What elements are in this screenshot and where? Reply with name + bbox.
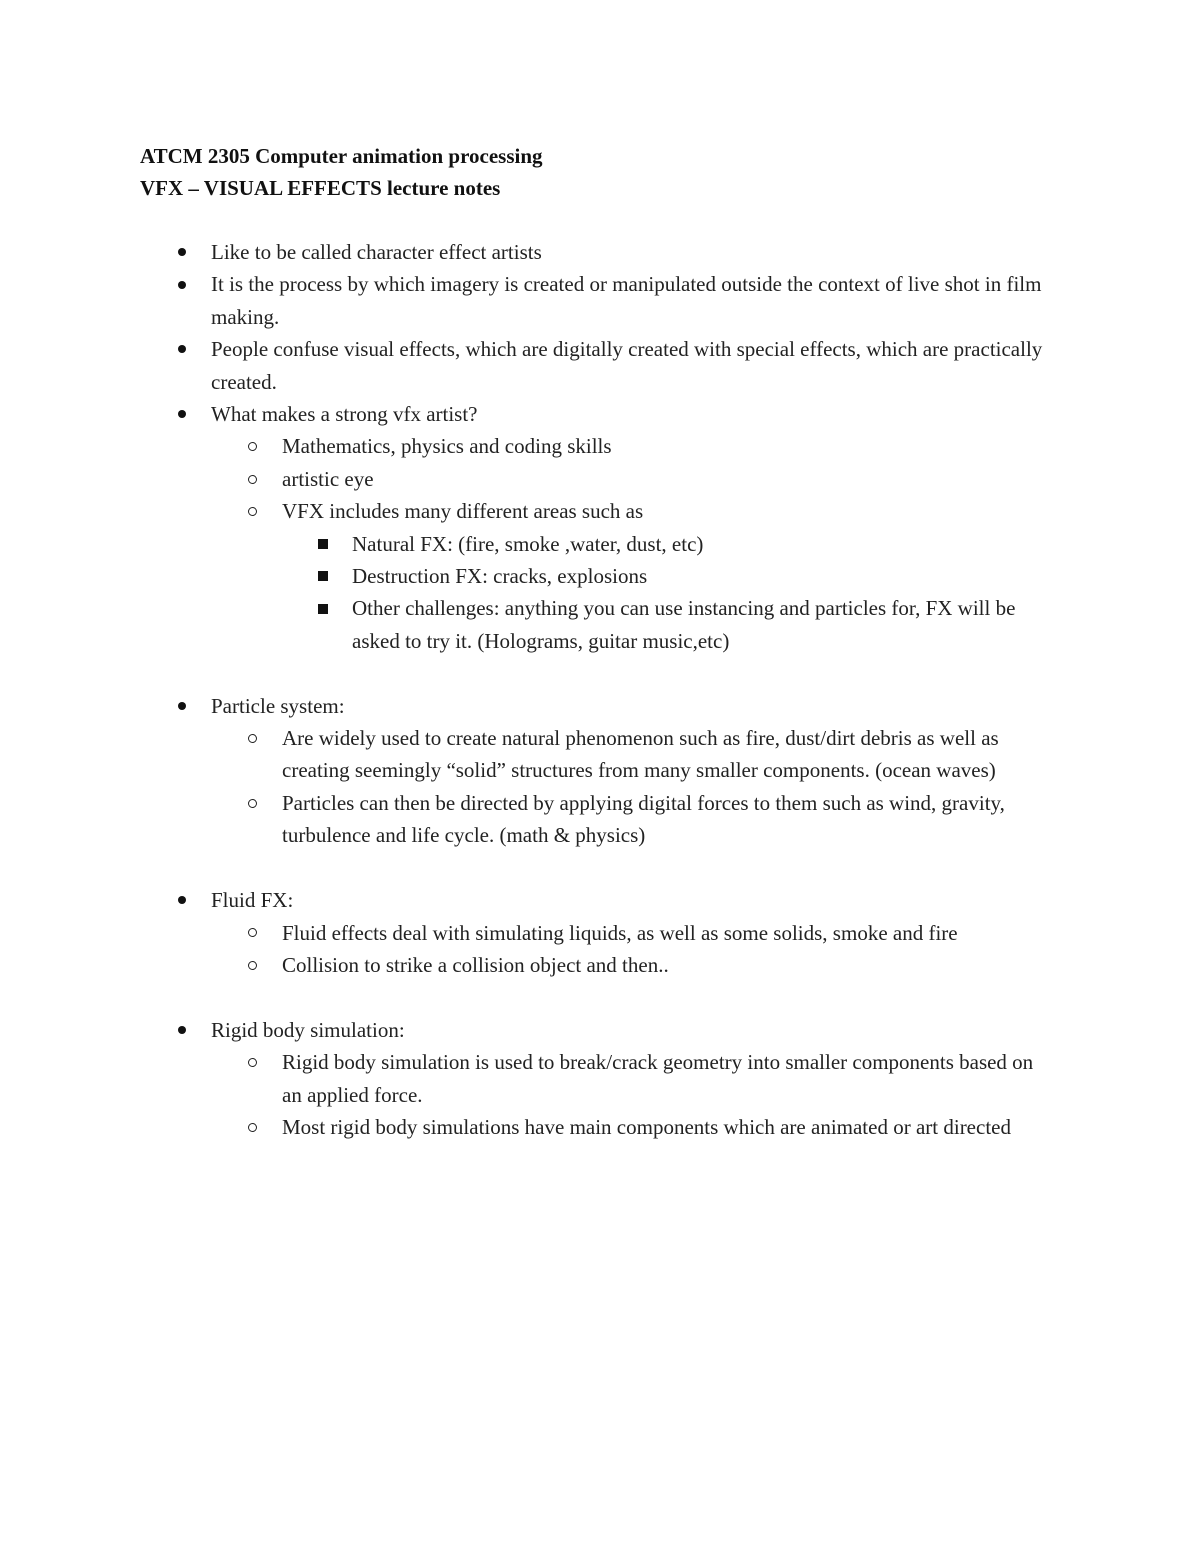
filled-square-bullet-icon	[318, 528, 328, 560]
list-item-text: It is the process by which imagery is created or manipulated outside the context of live shot in film making.	[211, 272, 1042, 329]
sub-sub-list-item-text: Other challenges: anything you can use instancing and particles for, FX will be asked to try it. (Holograms, guitar music,etc)	[352, 596, 1016, 653]
section-heading-text: Fluid FX:	[211, 888, 294, 913]
filled-circle-bullet-icon	[178, 884, 186, 916]
section-heading-text: Rigid body simulation:	[211, 1017, 405, 1042]
sub-list-item-text: Particles can then be directed by applying digital forces to them such as wind, gravity, turbulence and life cycle. (math & physics)	[282, 790, 1005, 848]
document-header	[140, 140, 1060, 204]
filled-circle-bullet-icon	[178, 1014, 186, 1046]
filled-square-bullet-icon	[318, 560, 328, 592]
list-item	[0, 236, 1051, 268]
blank-line	[0, 852, 1200, 884]
sub-sub-list-item	[0, 528, 1042, 560]
sub-list-item	[0, 1046, 1052, 1111]
filled-circle-bullet-icon	[178, 398, 186, 430]
list-item-text: Like to be called character effect artists	[211, 240, 542, 264]
filled-square-bullet-icon	[318, 592, 328, 624]
list-item	[0, 333, 1051, 398]
document-title: ATCM 2305 Computer animation processing	[140, 144, 543, 168]
hollow-circle-bullet-icon	[248, 1046, 257, 1078]
list-item	[0, 398, 1051, 430]
filled-circle-bullet-icon	[178, 268, 186, 300]
blank-line	[0, 657, 1200, 689]
hollow-circle-bullet-icon	[248, 949, 257, 981]
sub-sub-list-item	[0, 560, 1042, 592]
sub-list-item	[0, 722, 1052, 787]
sub-sub-list-item	[0, 592, 1042, 657]
sub-list-item-text: Most rigid body simulations have main components which are animated or art directed	[282, 1114, 1011, 1139]
hollow-circle-bullet-icon	[248, 722, 257, 754]
hollow-circle-bullet-icon	[248, 917, 257, 949]
list-item-text: People confuse visual effects, which are digitally created with special effects, which are practically created.	[211, 337, 1043, 394]
filled-circle-bullet-icon	[178, 690, 186, 722]
hollow-circle-bullet-icon	[248, 495, 257, 527]
filled-circle-bullet-icon	[178, 236, 186, 268]
list-item-text: What makes a strong vfx artist?	[211, 402, 478, 427]
section-heading-fluid-fx	[0, 884, 1051, 916]
sub-list-item	[0, 949, 1052, 981]
blank-line	[0, 981, 1200, 1013]
sub-list-item-text: Are widely used to create natural phenomenon such as fire, dust/dirt debris as well as creating seemingly “solid” structures from many smaller components. (ocean waves)	[282, 726, 999, 783]
sub-list-item	[0, 430, 1052, 462]
document-subtitle: VFX – VISUAL EFFECTS lecture notes	[140, 176, 501, 200]
lecture-notes-list	[0, 236, 1200, 1143]
hollow-circle-bullet-icon	[248, 787, 257, 819]
sub-list-item	[0, 917, 1052, 949]
sub-list-item-text: Mathematics, physics and coding skills	[282, 434, 612, 459]
sub-list-item-text: Collision to strike a collision object and then..	[282, 952, 669, 977]
hollow-circle-bullet-icon	[248, 1111, 257, 1143]
list-item	[0, 268, 1051, 333]
sub-list-item	[0, 495, 1052, 527]
sub-list-item	[0, 463, 1052, 495]
section-heading-text: Particle system:	[211, 693, 345, 718]
sub-list-item-text: Rigid body simulation is used to break/crack geometry into smaller components based on an applied force.	[282, 1050, 1034, 1107]
sub-sub-list-item-text: Natural FX: (fire, smoke ,water, dust, etc)	[352, 531, 704, 556]
sub-sub-list-item-text: Destruction FX: cracks, explosions	[352, 564, 648, 589]
sub-list-item-text: Fluid effects deal with simulating liquids, as well as some solids, smoke and fire	[282, 920, 958, 945]
sub-list-item-text: artistic eye	[282, 466, 374, 491]
sub-list-item	[0, 1111, 1052, 1143]
section-heading-rigid-body	[0, 1014, 1051, 1046]
section-heading-particle-system	[0, 690, 1051, 722]
filled-circle-bullet-icon	[178, 333, 186, 365]
sub-list-item	[0, 787, 1052, 852]
hollow-circle-bullet-icon	[248, 430, 257, 462]
sub-list-item-text: VFX includes many different areas such as	[282, 499, 644, 524]
hollow-circle-bullet-icon	[248, 463, 257, 495]
